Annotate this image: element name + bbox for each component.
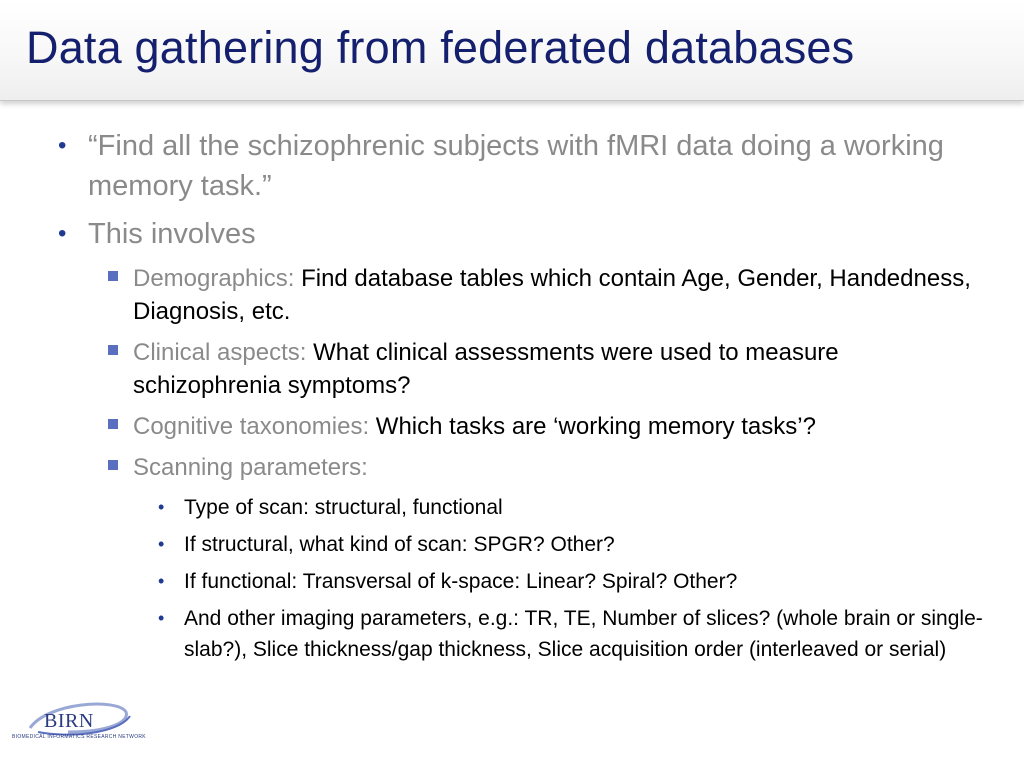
scan-item-text: And other imaging parameters, e.g.: TR, TE, Number of slices? (whole brain or single-slab?), Slice thickness/gap thickness, Slice acquisition order (interleaved or serial) (184, 607, 983, 661)
bullet-quote (0, 126, 1024, 206)
sub-bullet-lead: Cognitive taxonomies: (133, 413, 376, 440)
scan-item-text: Type of scan: structural, functional (184, 496, 503, 519)
bullet-dot-icon: • (158, 534, 165, 554)
sub-bullet-lead: Scanning parameters: (133, 454, 368, 481)
sub-bullet-demographics (0, 262, 1024, 328)
bullet-dot-icon: • (58, 132, 67, 159)
bullet-quote-text: “Find all the schizophrenic subjects with fMRI data doing a working memory task.” (88, 130, 944, 202)
title-bar (0, 0, 1024, 101)
sub-bullet-scanning (0, 451, 1024, 484)
square-bullet-icon (108, 271, 118, 281)
scan-item (0, 603, 1024, 665)
bullet-dot-icon: • (158, 497, 165, 517)
scan-item (0, 529, 1024, 560)
scan-item (0, 492, 1024, 523)
logo-name: BIRN (44, 710, 94, 732)
logo-subtitle: BIOMEDICAL INFORMATICS RESEARCH NETWORK (12, 734, 146, 740)
bullet-dot-icon: • (158, 571, 165, 591)
sub-bullet-text: What clinical assessments were used to measure schizophrenia symptoms? (133, 339, 839, 399)
scan-item-text: If functional: Transversal of k-space: Linear? Spiral? Other? (184, 570, 738, 593)
sub-bullet-lead: Clinical aspects: (133, 339, 314, 366)
bullet-dot-icon: • (58, 220, 67, 247)
sub-bullet-clinical (0, 336, 1024, 402)
square-bullet-icon (108, 460, 118, 470)
square-bullet-icon (108, 345, 118, 355)
sub-bullet-lead: Demographics: (133, 265, 302, 292)
birn-logo (8, 698, 148, 748)
scan-item (0, 566, 1024, 597)
bullet-involves-text: This involves (88, 218, 256, 250)
bullet-dot-icon: • (158, 608, 165, 628)
sub-bullet-cognitive (0, 410, 1024, 443)
sub-bullet-text: Which tasks are ‘working memory tasks’? (375, 413, 816, 440)
scan-item-text: If structural, what kind of scan: SPGR? Other? (184, 533, 615, 556)
square-bullet-icon (108, 419, 118, 429)
slide-content (0, 126, 1024, 671)
bullet-involves (0, 214, 1024, 254)
sub-bullet-text: Find database tables which contain Age, Gender, Handedness, Diagnosis, etc. (133, 265, 971, 325)
slide-title: Data gathering from federated databases (26, 22, 855, 73)
